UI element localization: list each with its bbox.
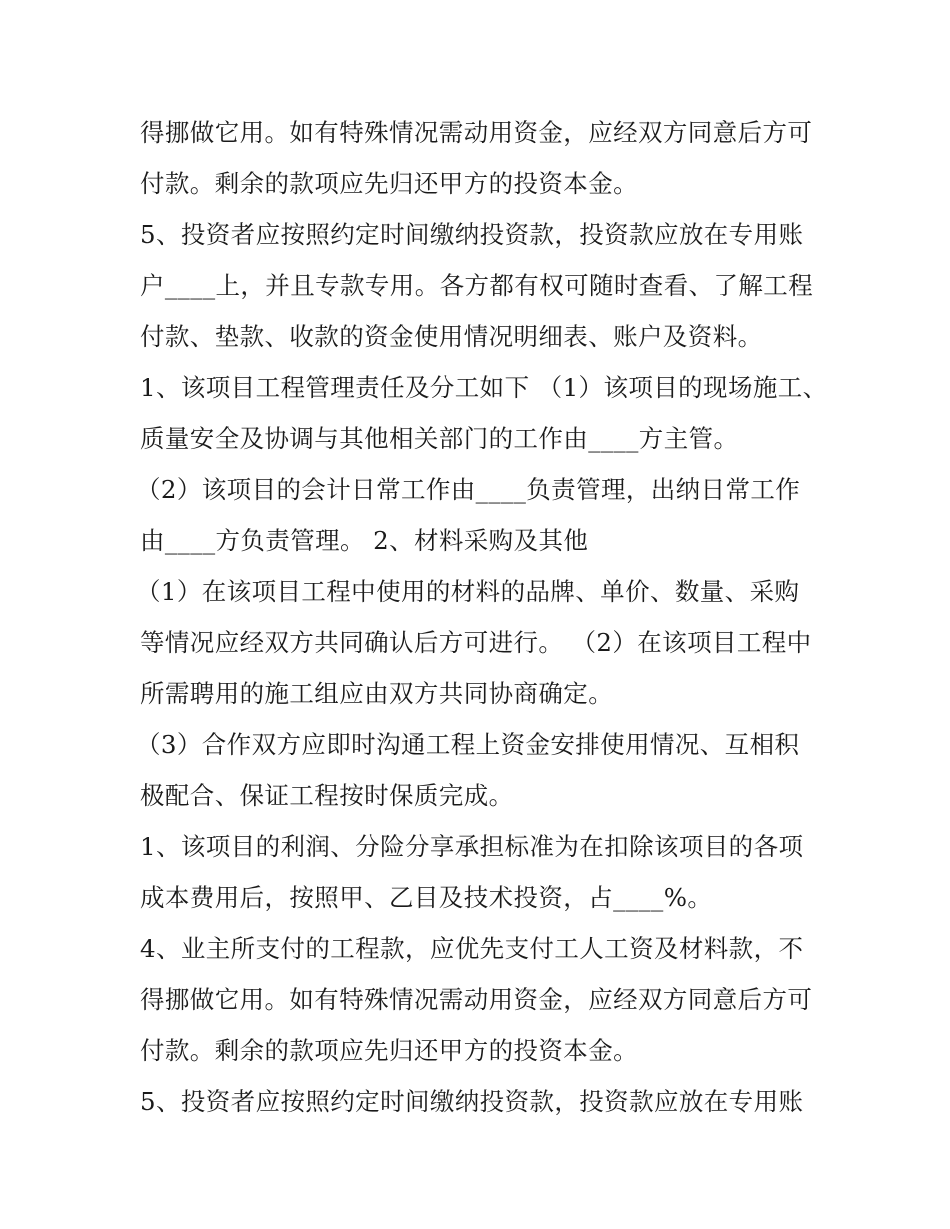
text-line: 成本费用后，按照甲、乙目及技术投资，占____%。 [140, 883, 713, 912]
text-line: 所需聘用的施工组应由双方共同协商确定。 [140, 679, 614, 708]
text-line: 户____上，并且专款专用。各方都有权可随时查看、了解工程 [140, 271, 814, 300]
text-line: 等情况应经双方共同确认后方可进行。 （2）在该项目工程中 [140, 628, 812, 657]
text-line: 得挪做它用。如有特殊情况需动用资金，应经双方同意后方可 [140, 118, 813, 147]
text-line: 4、业主所支付的工程款，应优先支付工人工资及材料款，不 [140, 934, 804, 963]
text-line: 极配合、保证工程按时保质完成。 [140, 781, 514, 810]
text-line: （2）该项目的会计日常工作由____负责管理，出纳日常工作 [136, 475, 801, 504]
text-line: 1、该项目的利润、分险分享承担标准为在扣除该项目的各项 [140, 832, 804, 861]
text-line: 由____方负责管理。 2、材料采购及其他 [140, 526, 589, 555]
text-line: 质量安全及协调与其他相关部门的工作由____方主管。 [140, 424, 739, 453]
text-line: （1）在该项目工程中使用的材料的品牌、单价、数量、采购 [136, 577, 800, 606]
text-line: 付款。剩余的款项应先归还甲方的投资本金。 [140, 169, 638, 198]
text-line: 1、该项目工程管理责任及分工如下 （1）该项目的现场施工、 [140, 373, 828, 402]
text-line: 付款。剩余的款项应先归还甲方的投资本金。 [140, 1036, 638, 1065]
text-line: （3）合作双方应即时沟通工程上资金安排使用情况、互相积 [136, 730, 800, 759]
text-line: 5、投资者应按照约定时间缴纳投资款，投资款应放在专用账 [140, 220, 804, 249]
document-page [136, 107, 828, 1127]
text-line: 得挪做它用。如有特殊情况需动用资金，应经双方同意后方可 [140, 985, 813, 1014]
text-line: 付款、垫款、收款的资金使用情况明细表、账户及资料。 [140, 322, 763, 351]
text-line: 5、投资者应按照约定时间缴纳投资款，投资款应放在专用账 [140, 1087, 804, 1116]
